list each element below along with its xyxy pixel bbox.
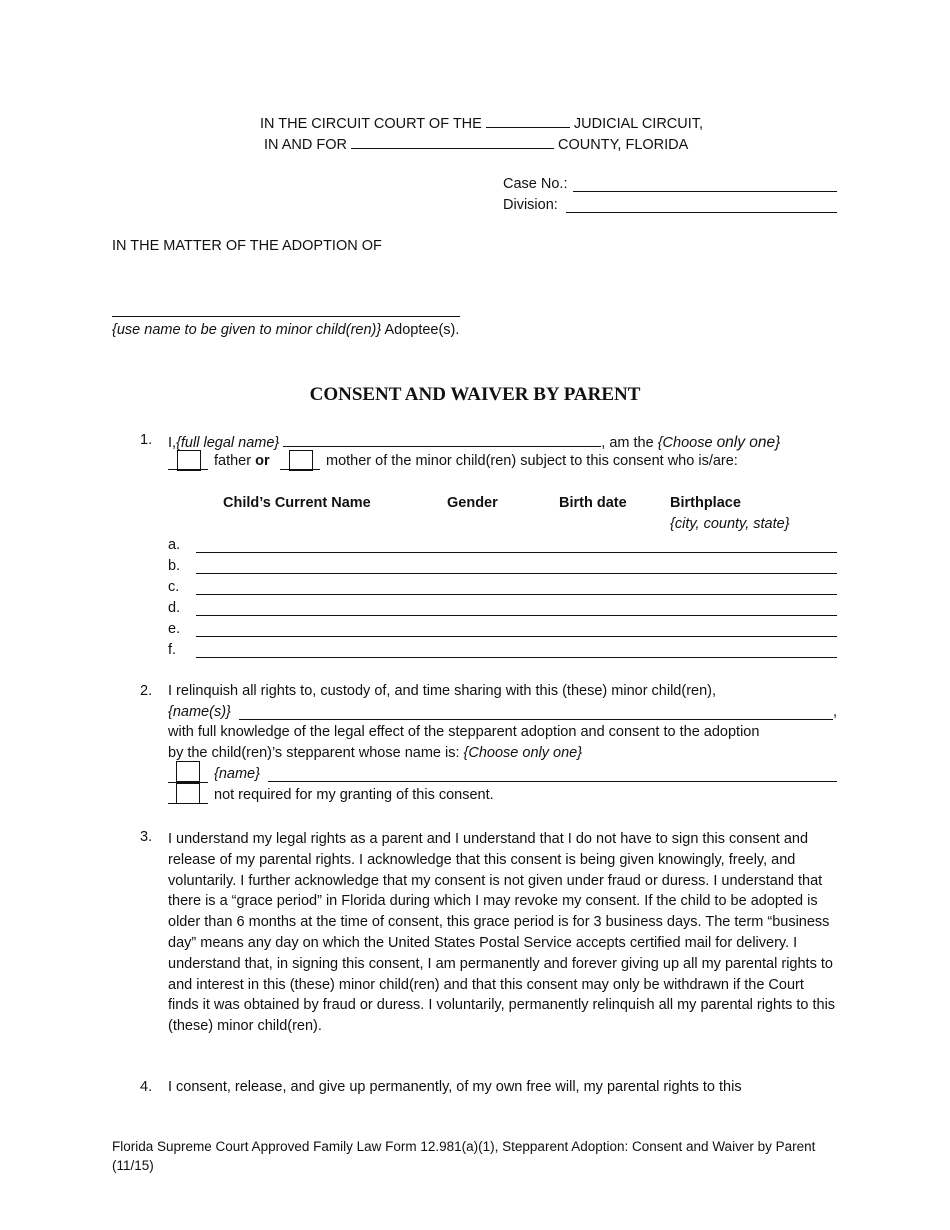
circuit-blank[interactable] <box>486 113 570 128</box>
choose-hint-prefix: {Choose <box>657 435 713 451</box>
adoptee-hint: {use name to be given to minor child(ren)} <box>112 322 382 338</box>
row-label: a. <box>168 537 181 553</box>
child-row-field[interactable] <box>196 636 837 637</box>
county-suffix: COUNTY, FLORIDA <box>558 137 689 153</box>
adoptee-caption <box>112 322 459 338</box>
row-label: c. <box>168 579 180 595</box>
stepparent-name-hint: {name} <box>214 766 260 782</box>
choose-hint-suffix: only one} <box>716 434 781 451</box>
item-2-line3: with full knowledge of the legal effect of the stepparent adoption and consent to the adoption <box>168 724 760 740</box>
father-checkbox[interactable] <box>177 450 201 471</box>
row-label: b. <box>168 558 181 574</box>
page-title: CONSENT AND WAIVER BY PARENT <box>309 384 641 405</box>
item-1-i: I, <box>168 435 177 451</box>
row-label: d. <box>168 600 181 616</box>
stepparent-prefix: by the child(ren)’s stepparent whose name is: <box>168 745 460 761</box>
item-3-text: I understand my legal rights as a parent and I understand that I do not have to sign this consent and release of my parental rights. I acknowledge that this consent is being given knowingly, freely, and voluntarily. I further acknowledge that my consent is not given under fraud or duress. I understand that there is a “grace period” in Florida during which I may revoke my consent. If the child to be adopted is older than 6 months at the time of consent, this grace period is for 3 business days. The term “business day” means any day on which the United States Postal Service accepts certified mail for delivery. I understand that, in signing this consent, I am permanently and forever giving up all my parental rights to and interest in this (these) minor child(ren) and that this consent may only be withdrawn if the Court finds it was obtained by fraud or duress. I voluntarily, permanently relinquish all my parental rights to this (these) minor child(ren). <box>168 831 836 1035</box>
item-2-number: 2. <box>140 683 153 699</box>
child-names-field[interactable] <box>239 719 833 720</box>
matter-heading: IN THE MATTER OF THE ADOPTION OF <box>112 238 382 254</box>
col-birthplace: Birthplace <box>670 495 741 511</box>
col-birthplace-hint: {city, county, state} <box>670 516 790 532</box>
full-name-hint: {full legal name} <box>176 435 280 451</box>
names-hint: {name(s)} <box>168 704 231 720</box>
case-no-field[interactable] <box>573 191 837 192</box>
item-1-line2 <box>214 453 270 469</box>
col-birth-date: Birth date <box>559 495 627 511</box>
stepparent-name-field[interactable] <box>268 781 837 782</box>
not-required-label: not required for my granting of this consent. <box>214 787 494 803</box>
child-row-field[interactable] <box>196 552 837 553</box>
item-2-line1: I relinquish all rights to, custody of, and time sharing with this (these) minor child(ren), <box>168 683 717 699</box>
child-row-field[interactable] <box>196 657 837 658</box>
county-line <box>264 134 688 153</box>
child-row-field[interactable] <box>196 573 837 574</box>
county-blank[interactable] <box>351 134 554 149</box>
form-footer: Florida Supreme Court Approved Family Law Form 12.981(a)(1), Stepparent Adoption: Consent and Waiver by Parent (11/15) <box>112 1139 816 1173</box>
item-4-number: 4. <box>140 1079 153 1095</box>
mother-checkbox[interactable] <box>289 450 313 471</box>
col-child-name: Child’s Current Name <box>223 495 371 511</box>
item-1-line1 <box>168 432 780 452</box>
court-prefix: IN THE CIRCUIT COURT OF THE <box>260 116 482 132</box>
father-label: father <box>214 453 252 469</box>
child-row-field[interactable] <box>196 594 837 595</box>
full-legal-name-field[interactable] <box>283 432 601 447</box>
child-row-field[interactable] <box>196 615 837 616</box>
choose-one-hint: {Choose only one} <box>463 745 583 761</box>
item-4-text: I consent, release, and give up permanently, of my own free will, my parental rights to this <box>168 1079 742 1095</box>
item-3-number: 3. <box>140 829 153 845</box>
division-label: Division: <box>503 197 558 213</box>
names-comma: , <box>833 704 838 720</box>
or-label: or <box>255 453 270 469</box>
row-label: f. <box>168 642 177 658</box>
adoptee-name-field[interactable] <box>112 316 460 317</box>
row-label: e. <box>168 621 181 637</box>
mother-label: mother of the minor child(ren) subject to this consent who is/are: <box>326 453 738 469</box>
item-2-line4 <box>168 745 582 761</box>
col-gender: Gender <box>447 495 498 511</box>
adoptee-label: Adoptee(s). <box>384 322 460 338</box>
am-the: , am the <box>601 435 654 451</box>
item-1-number: 1. <box>140 432 153 448</box>
division-field[interactable] <box>566 212 837 213</box>
court-line <box>260 113 703 132</box>
court-suffix: JUDICIAL CIRCUIT, <box>573 116 704 132</box>
case-no-label: Case No.: <box>503 176 568 192</box>
not-required-checkbox[interactable] <box>176 783 200 804</box>
county-prefix: IN AND FOR <box>264 137 347 153</box>
stepparent-name-checkbox[interactable] <box>176 761 200 782</box>
